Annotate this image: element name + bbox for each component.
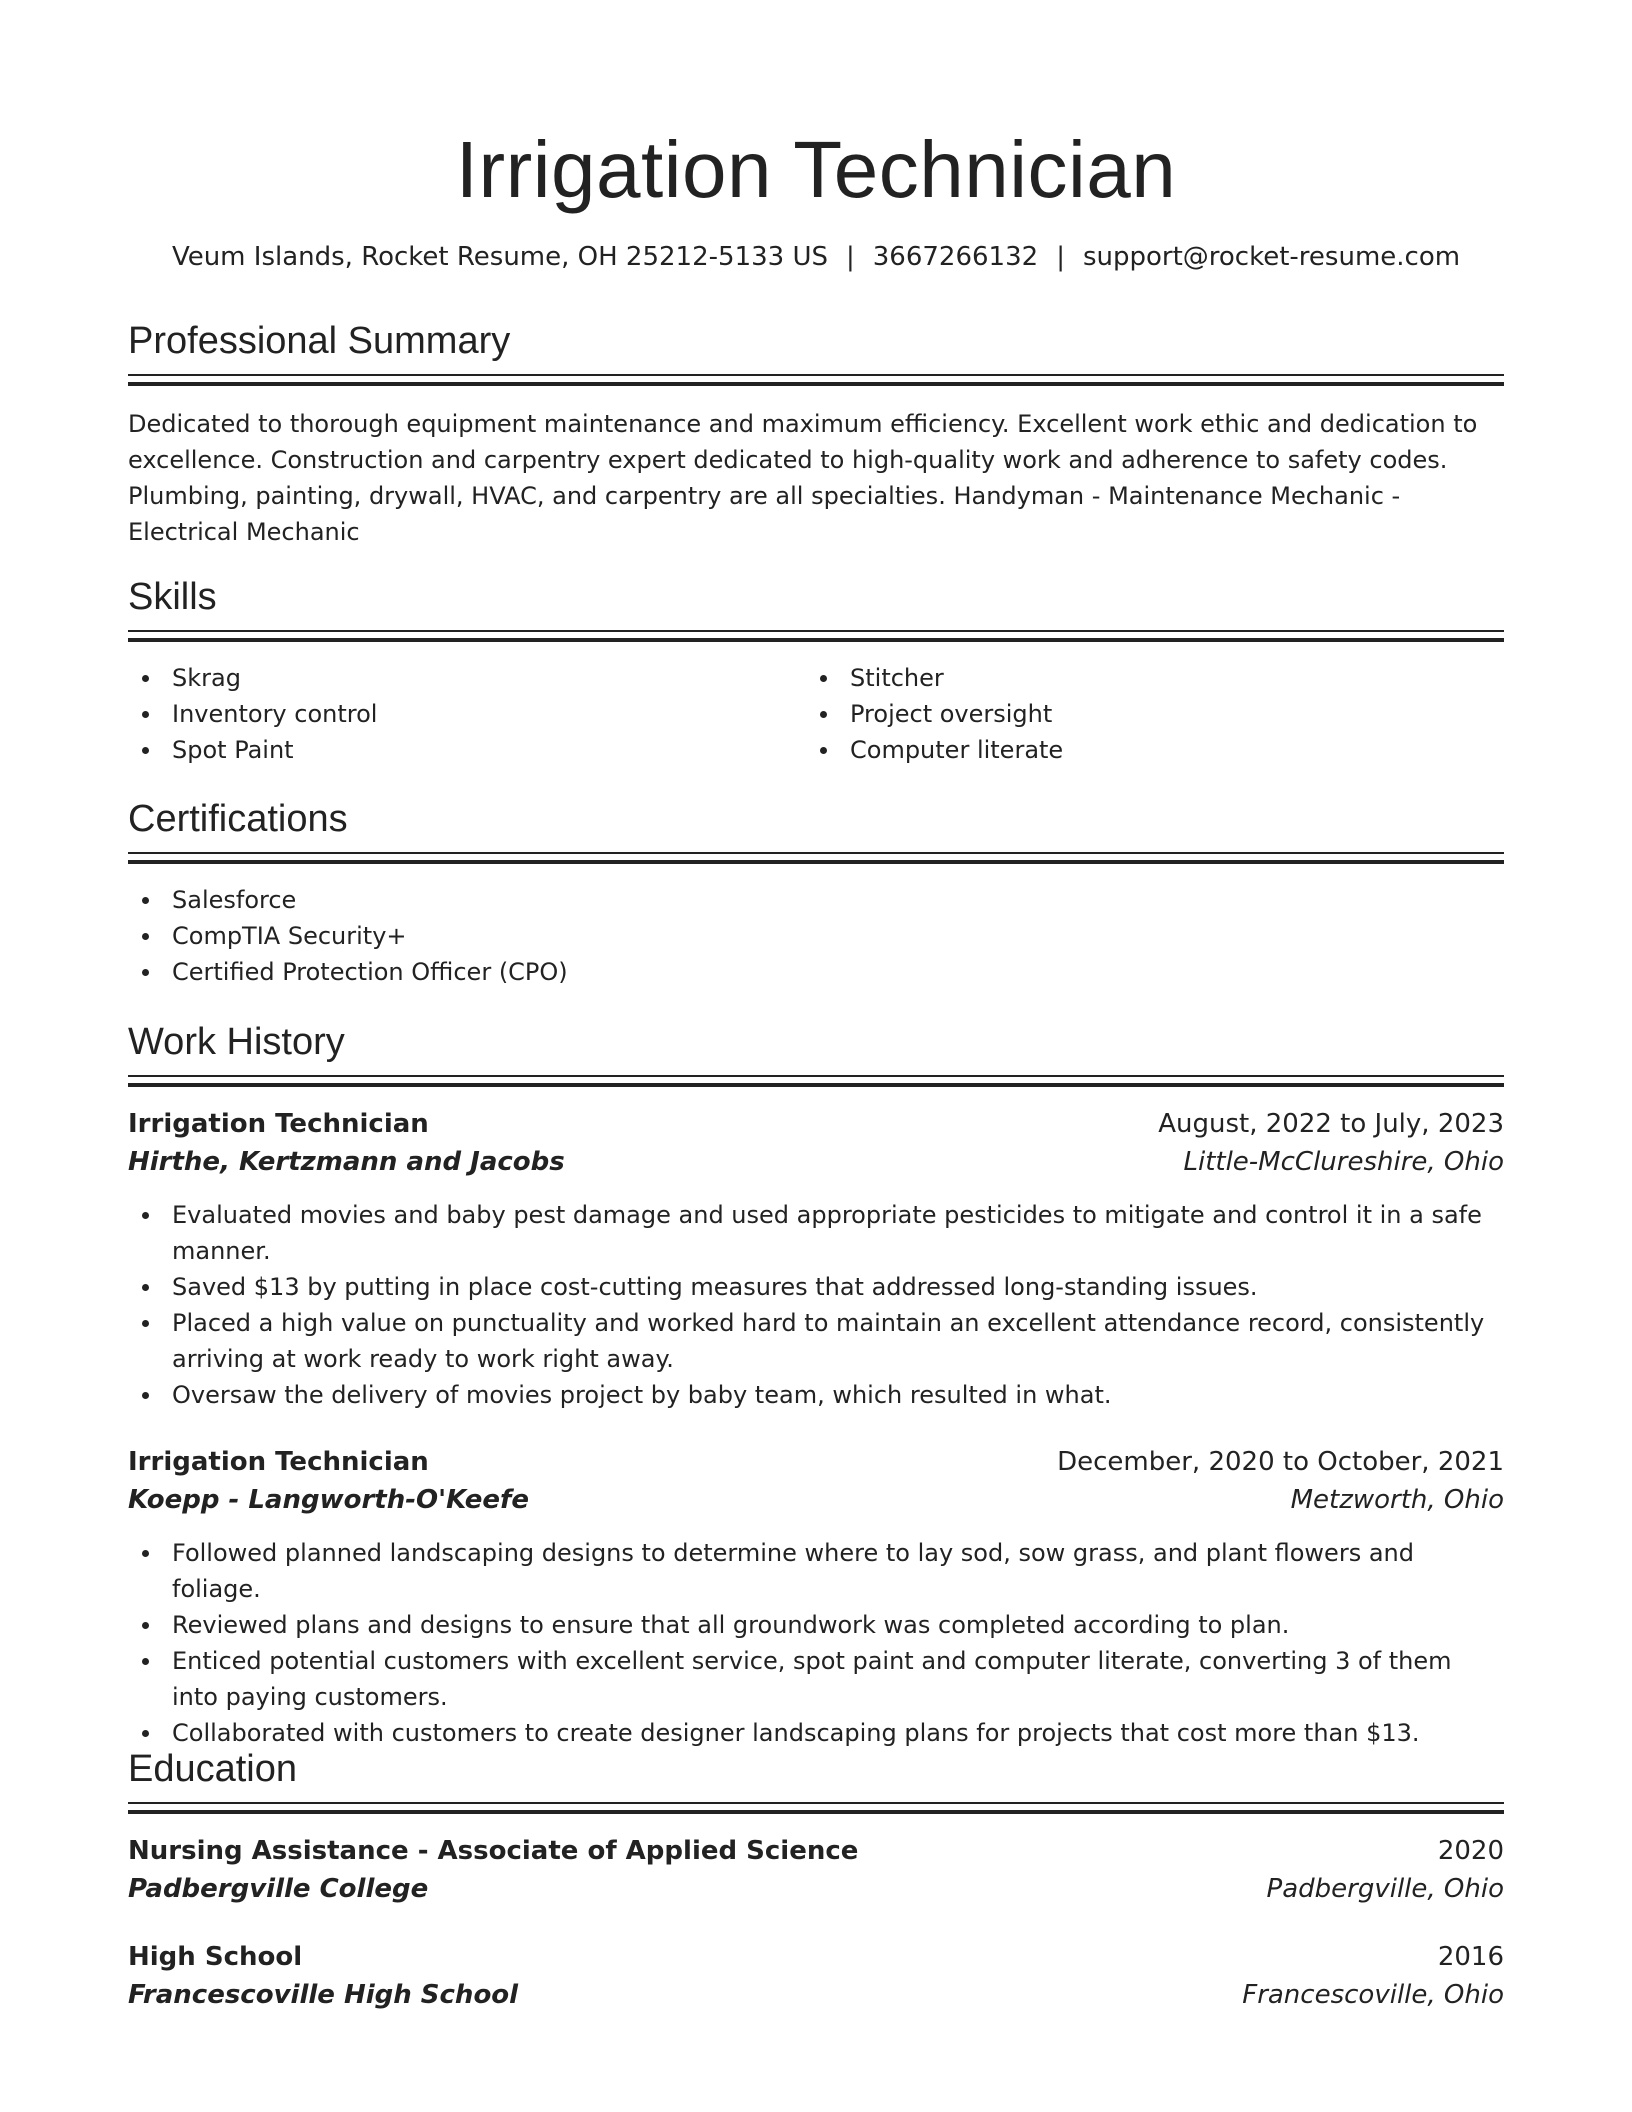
job-duties bbox=[128, 1535, 1504, 1751]
section-work-history bbox=[128, 1017, 1504, 1751]
summary-text: Dedicated to thorough equipment maintenance and maximum efficiency. Excellent work ethic and dedication to excellence. Construction and carpentry expert dedicated to high-quality work and adherence to safety codes. Plumbing, painting, drywall, HVAC, and carpentry are all specialties. Handyman - Maintenance Mechanic - Electrical Mechanic bbox=[128, 410, 1478, 546]
education-year: 2020 bbox=[1437, 1836, 1504, 1866]
certification-item: Certified Protection Officer (CPO) bbox=[128, 954, 1504, 990]
job-subheader bbox=[128, 1481, 1504, 1519]
certification-item: CompTIA Security+ bbox=[128, 918, 1504, 954]
job-company: Koepp - Langworth-O'Keefe bbox=[128, 1485, 530, 1515]
contact-address: Veum Islands, Rocket Resume, OH 25212-5133 US bbox=[171, 242, 828, 272]
job-duty: Oversaw the delivery of movies project by baby team, which resulted in what. bbox=[128, 1377, 1504, 1413]
section-title: Education bbox=[128, 1748, 298, 1790]
job-duty: Enticed potential customers with excellent service, spot paint and computer literate, converting 3 of them into paying customers. bbox=[128, 1643, 1504, 1715]
job-title: Irrigation Technician bbox=[128, 1109, 429, 1139]
education-degree: High School bbox=[128, 1942, 303, 1972]
job-location: Little-McClureshire, Ohio bbox=[1183, 1147, 1504, 1177]
skills-list-left bbox=[128, 660, 806, 768]
section-skills bbox=[128, 572, 1504, 768]
contact-separator: | bbox=[846, 242, 855, 272]
skills-list-right bbox=[806, 660, 1484, 768]
job-duty: Saved $13 by putting in place cost-cutting measures that addressed long-standing issues. bbox=[128, 1269, 1504, 1305]
education-year: 2016 bbox=[1437, 1942, 1504, 1972]
section-divider bbox=[128, 638, 1504, 642]
skill-item: Project oversight bbox=[806, 696, 1484, 732]
job-duties bbox=[128, 1197, 1504, 1413]
skill-item: Skrag bbox=[128, 660, 806, 696]
job-location: Metzworth, Ohio bbox=[1290, 1485, 1504, 1515]
job-entry bbox=[128, 1105, 1504, 1413]
contact-email[interactable]: support@rocket-resume.com bbox=[1082, 242, 1461, 272]
skill-item: Stitcher bbox=[806, 660, 1484, 696]
section-divider bbox=[128, 860, 1504, 864]
skill-item: Spot Paint bbox=[128, 732, 806, 768]
certification-item: Salesforce bbox=[128, 882, 1504, 918]
job-company: Hirthe, Kertzmann and Jacobs bbox=[128, 1147, 565, 1177]
job-duty: Placed a high value on punctuality and worked hard to maintain an excellent attendance record, consistently arriving at work ready to work right away. bbox=[128, 1305, 1504, 1377]
job-dates: December, 2020 to October, 2021 bbox=[1057, 1447, 1504, 1477]
section-divider bbox=[128, 1810, 1504, 1814]
education-entry bbox=[128, 1832, 1504, 1908]
education-location: Padbergville, Ohio bbox=[1266, 1874, 1504, 1904]
job-subheader bbox=[128, 1143, 1504, 1181]
education-subheader bbox=[128, 1870, 1504, 1908]
section-title: Certifications bbox=[128, 798, 348, 840]
job-duty: Evaluated movies and baby pest damage and used appropriate pesticides to mitigate and control it in a safe manner. bbox=[128, 1197, 1504, 1269]
certifications-list bbox=[128, 882, 1504, 990]
candidate-name: Irrigation Technician bbox=[455, 125, 1177, 214]
skill-item: Computer literate bbox=[806, 732, 1484, 768]
education-school: Padbergville College bbox=[128, 1874, 429, 1904]
education-header bbox=[128, 1832, 1504, 1870]
section-title: Professional Summary bbox=[128, 320, 511, 362]
job-duty: Collaborated with customers to create designer landscaping plans for projects that cost more than $13. bbox=[128, 1715, 1504, 1751]
education-school: Francescoville High School bbox=[128, 1980, 519, 2010]
section-title: Skills bbox=[128, 576, 217, 618]
education-degree: Nursing Assistance - Associate of Applied Science bbox=[128, 1836, 859, 1866]
skill-item: Inventory control bbox=[128, 696, 806, 732]
education-location: Francescoville, Ohio bbox=[1242, 1980, 1504, 2010]
section-title: Work History bbox=[128, 1021, 345, 1063]
job-duty: Reviewed plans and designs to ensure that all groundwork was completed according to plan. bbox=[128, 1607, 1504, 1643]
job-dates: August, 2022 to July, 2023 bbox=[1158, 1109, 1504, 1139]
section-education bbox=[128, 1744, 1504, 2014]
contact-phone: 3667266132 bbox=[872, 242, 1039, 272]
job-title: Irrigation Technician bbox=[128, 1447, 429, 1477]
section-divider bbox=[128, 1083, 1504, 1087]
skills-columns bbox=[128, 642, 1504, 768]
section-certifications bbox=[128, 794, 1504, 990]
job-entry bbox=[128, 1443, 1504, 1751]
education-subheader bbox=[128, 1976, 1504, 2014]
job-duty: Followed planned landscaping designs to determine where to lay sod, sow grass, and plant flowers and foliage. bbox=[128, 1535, 1504, 1607]
contact-separator: | bbox=[1056, 242, 1065, 272]
section-summary bbox=[128, 316, 1504, 550]
education-header bbox=[128, 1938, 1504, 1976]
job-header bbox=[128, 1443, 1504, 1481]
job-header bbox=[128, 1105, 1504, 1143]
education-entry bbox=[128, 1938, 1504, 2014]
section-divider bbox=[128, 382, 1504, 386]
contact-line bbox=[128, 238, 1504, 276]
